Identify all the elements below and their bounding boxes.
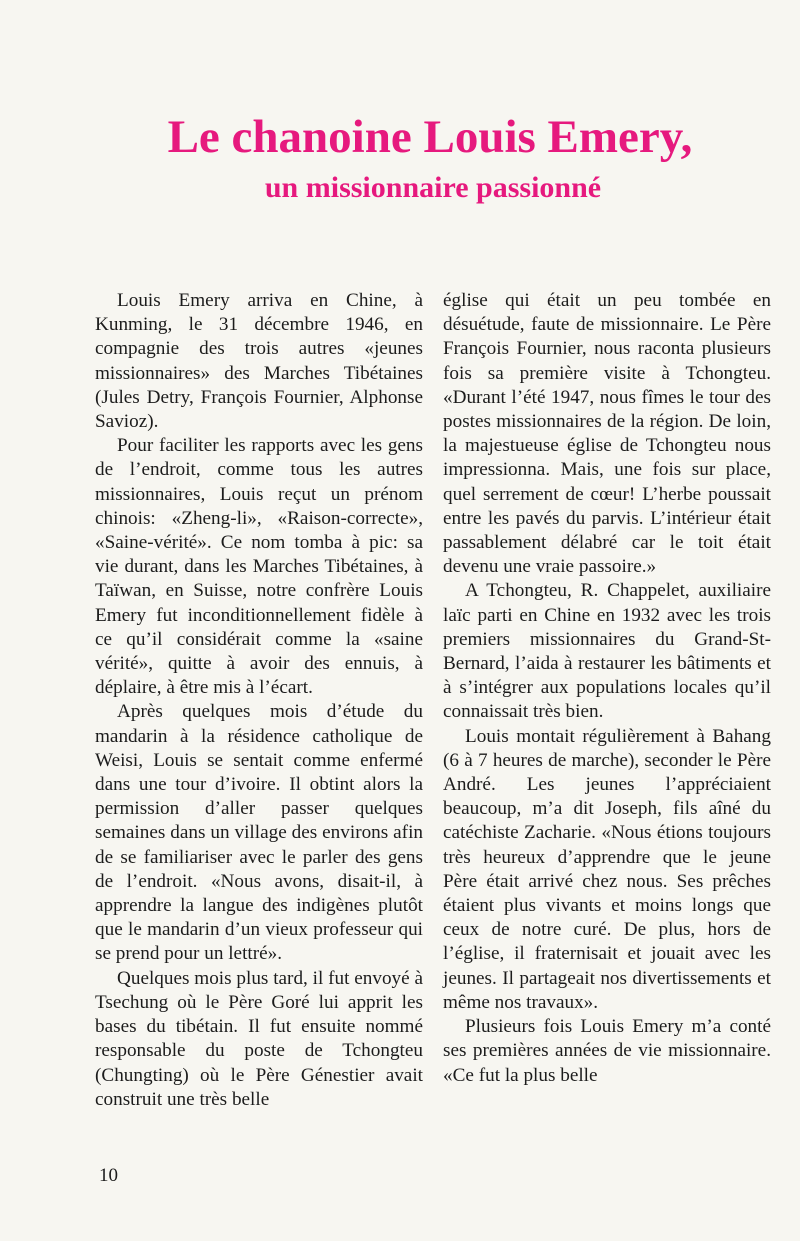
paragraph: Louis montait régulièrement à Bahang (6 à 7 heures de marche), seconder le Père André. Les jeunes l’appréciaient beaucoup, m’a dit Joseph, fils aîné du catéchiste Zacharie. «Nous étions toujours très heureux d’apprendre que le jeune Père était arrivé chez nous. Ses prêches étaient plus vivants et moins longs que ceux de notre curé. De plus, hors de l’église, il fraternisait et jouait avec les jeunes. Il partageait nos divertissements et même nos travaux».: [443, 725, 771, 1013]
left-text-column: [95, 289, 423, 1112]
right-text-column: [443, 289, 771, 1088]
paragraph: Après quelques mois d’étude du mandarin à la résidence catholique de Weisi, Louis se sentait comme enfermé dans une tour d’ivoire. Il obtint alors la permission d’aller passer quelques semaines dans un village des environs afin de se familiariser avec le parler des gens de l’endroit. «Nous avons, disait-il, à apprendre la langue des indigènes plutôt que le mandarin d’un vieux professeur qui se prend pour un lettré».: [95, 701, 423, 965]
paragraph: Plusieurs fois Louis Emery m’a conté ses premières années de vie missionnaire. «Ce fut la plus belle: [443, 1016, 771, 1086]
paragraph: Louis Emery arriva en Chine, à Kunming, le 31 décembre 1946, en compagnie des trois autres «jeunes missionnaires» des Marches Tibétaines (Jules Detry, François Fournier, Alphonse Savioz).: [95, 290, 423, 433]
paragraph: A Tchongteu, R. Chappelet, auxiliaire laïc parti en Chine en 1932 avec les trois premiers missionnaires du Grand-St-Bernard, l’aida à restaurer les bâtiments et à s’intégrer aux populations locales qu’il connaissait très bien.: [443, 580, 771, 723]
paragraph-continuation: église qui était un peu tombée en désuétude, faute de missionnaire. Le Père François Fournier, nous raconta plusieurs fois sa première visite à Tchongteu. «Durant l’été 1947, nous fîmes le tour des postes missionnaires de la région. De loin, la majestueuse église de Tchongteu nous impressionna. Mais, une fois sur place, quel serrement de cœur! L’herbe poussait entre les pavés du parvis. L’intérieur était passablement délabré car le toit était devenu une vraie passoire.»: [443, 290, 771, 578]
article-title: Le chanoine Louis Emery,: [167, 111, 693, 163]
article-subtitle: un missionnaire passionné: [264, 171, 602, 204]
page-number: 10: [99, 1165, 118, 1186]
paragraph: Quelques mois plus tard, il fut envoyé à Tsechung où le Père Goré lui apprit les bases du tibétain. Il fut ensuite nommé responsable du poste de Tchongteu (Chungting) où le Père Génestier avait construit une très belle: [95, 967, 423, 1110]
paragraph: Pour faciliter les rapports avec les gens de l’endroit, comme tous les autres missionnaires, Louis reçut un prénom chinois: «Zheng-li», «Raison-correcte», «Saine-vérité». Ce nom tomba à pic: sa vie durant, dans les Marches Tibétaines, à Taïwan, en Suisse, notre confrère Louis Emery fut inconditionnellement fidèle à ce qu’il considérait comme la «saine vérité», quitte à avoir des ennuis, à déplaire, à être mis à l’écart.: [95, 435, 423, 699]
